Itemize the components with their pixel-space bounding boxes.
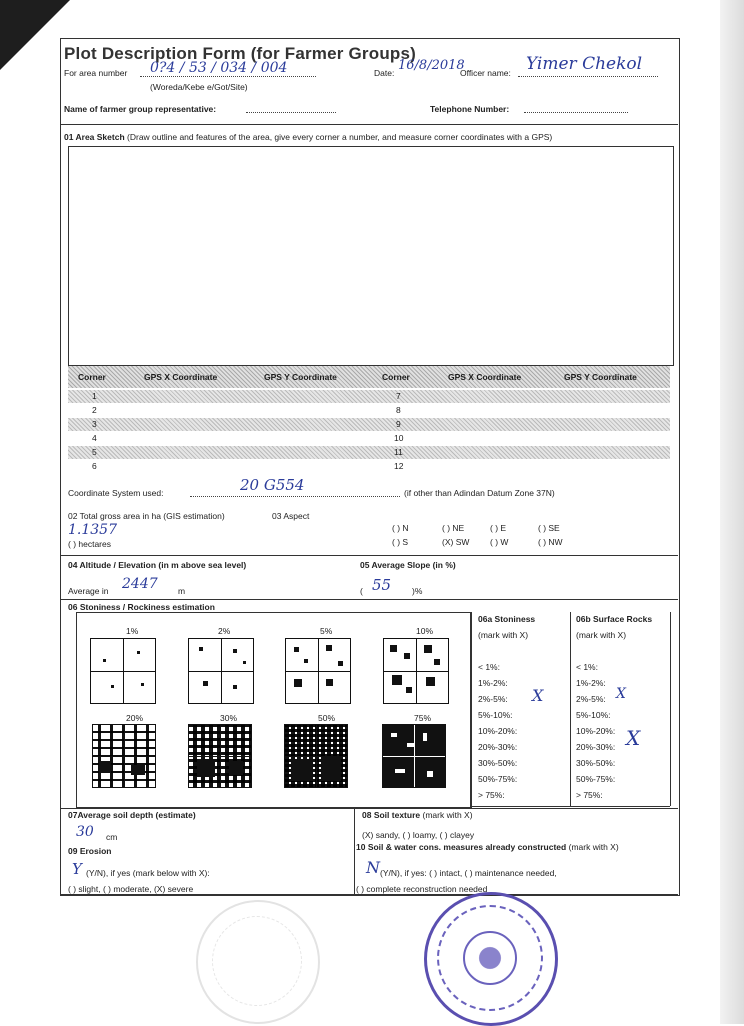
corner-number: 9 (396, 419, 401, 429)
stone-level-label: 2% (218, 626, 231, 636)
slope-unit: )% (412, 586, 423, 596)
area-value[interactable]: 1.1357 (68, 522, 117, 538)
rocks-class[interactable]: 1%-2%: (576, 678, 606, 688)
aspect-option-nw[interactable]: ( ) NW (538, 537, 563, 547)
coord-system-value[interactable]: 20 G554 (240, 476, 305, 494)
altitude-unit: m (178, 586, 186, 596)
gps-header: GPS Y Coordinate (564, 372, 637, 382)
slope-value[interactable]: 55 (372, 576, 392, 594)
stone-level-label: 20% (126, 713, 144, 723)
corner-number: 1 (92, 391, 97, 401)
rocks-class[interactable]: 5%-10%: (576, 710, 611, 720)
stoniness-class[interactable]: 1%-2%: (478, 678, 508, 688)
corner-number: 8 (396, 405, 401, 415)
stone-level-label: 50% (318, 713, 336, 723)
aspect-option-se[interactable]: ( ) SE (538, 523, 560, 533)
corner-number: 5 (92, 447, 97, 457)
seal-emblem (463, 931, 517, 985)
erosion-question: (Y/N), if yes (mark below with X): (86, 868, 210, 878)
column-divider (354, 808, 355, 894)
page-edge-shadow (720, 0, 744, 1024)
stone-level-label: 1% (126, 626, 139, 636)
date-label: Date: (374, 68, 395, 78)
aspect-option-e[interactable]: ( ) E (490, 523, 507, 533)
swc-options[interactable]: ( ) complete reconstruction needed (356, 884, 488, 894)
stoniness-mark[interactable]: X (532, 686, 544, 705)
coord-system-label: Coordinate System used: (68, 488, 164, 498)
slope-label: 05 Average Slope (in %) (360, 560, 456, 570)
soil-depth-value[interactable]: 30 (76, 824, 94, 840)
area-label: 02 Total gross area in ha (GIS estimation) (68, 511, 225, 521)
altitude-avg-label: Average in (68, 586, 109, 596)
stoniness-class[interactable]: 10%-20%: (478, 726, 518, 736)
aspect-option-s[interactable]: ( ) S (392, 537, 409, 547)
stone-level-label: 30% (220, 713, 238, 723)
stoniness-class[interactable]: 5%-10%: (478, 710, 513, 720)
coord-system-note: (if other than Adindan Datum Zone 37N) (404, 488, 555, 498)
stoniness-class[interactable]: > 75%: (478, 790, 505, 800)
col-a-sub: (mark with X) (478, 630, 529, 640)
corner-number: 3 (92, 419, 97, 429)
corner-number: 6 (92, 461, 97, 471)
aspect-option-sw[interactable]: (X) SW (442, 537, 470, 547)
col-a-title: 06a Stoniness (478, 614, 536, 624)
stoniness-class[interactable]: 30%-50%: (478, 758, 518, 768)
rocks-class[interactable]: < 1%: (576, 662, 598, 672)
hectares-label: ( ) hectares (68, 539, 111, 549)
altitude-label: 04 Altitude / Elevation (in m above sea level) (68, 560, 247, 570)
rocks-class[interactable]: 20%-30%: (576, 742, 616, 752)
corner-number: 2 (92, 405, 97, 415)
rep-label: Name of farmer group representative: (64, 104, 217, 114)
swc-label: 10 Soil & water cons. measures already constructed (356, 842, 567, 852)
swc-question: (Y/N), if yes: ( ) intact, ( ) maintenance needed, (380, 868, 557, 878)
slope-percent: % (414, 586, 423, 596)
aspect-option-ne[interactable]: ( ) NE (442, 523, 465, 533)
area-number-value[interactable]: 0?4 / 53 / 034 / 004 (150, 60, 288, 76)
soil-depth-label: 07Average soil depth (estimate) (68, 810, 196, 820)
gps-header: GPS X Coordinate (448, 372, 522, 382)
stone-level-label: 10% (416, 626, 434, 636)
stone-level-label: 75% (414, 713, 432, 723)
rocks-mark[interactable]: X (626, 726, 641, 750)
altitude-value[interactable]: 2447 (122, 576, 158, 592)
erosion-options[interactable]: ( ) slight, ( ) moderate, (X) severe (68, 884, 194, 894)
slope-open-paren: ( (360, 586, 363, 596)
aspect-option-w[interactable]: ( ) W (490, 537, 509, 547)
texture-options[interactable]: (X) sandy, ( ) loamy, ( ) clayey (362, 830, 475, 840)
erosion-label: 09 Erosion (68, 846, 112, 856)
official-seal-stamp (424, 892, 558, 1026)
corner-number: 11 (394, 447, 403, 457)
swc-value[interactable]: N (366, 858, 380, 877)
gps-header: GPS Y Coordinate (264, 372, 337, 382)
aspect-option-n[interactable]: ( ) N (392, 523, 409, 533)
stoniness-label: 06 Stoniness / Rockiness estimation (68, 602, 215, 612)
gps-header: Corner (382, 372, 410, 382)
rocks-class[interactable]: 10%-20%: (576, 726, 616, 736)
rocks-class[interactable]: 2%-5%: (576, 694, 606, 704)
gps-header: GPS X Coordinate (144, 372, 218, 382)
faded-stamp (196, 900, 320, 1024)
corner-number: 4 (92, 433, 97, 443)
corner-number: 12 (394, 461, 404, 471)
rocks-class[interactable]: 50%-75%: (576, 774, 616, 784)
soil-depth-unit: cm (106, 832, 118, 842)
rocks-mark[interactable]: X (616, 686, 626, 702)
texture-sub: (mark with X) (422, 810, 473, 820)
sketch-instruction: (Draw outline and features of the area, give every corner a number, and measure corner coordinates with a GPS) (127, 132, 553, 142)
faded-stamp-inner-ring (212, 916, 302, 1006)
phone-label: Telephone Number: (430, 104, 510, 114)
stoniness-class[interactable]: 50%-75%: (478, 774, 518, 784)
texture-label: 08 Soil texture (362, 810, 421, 820)
stoniness-class[interactable]: 2%-5%: (478, 694, 508, 704)
form-border (60, 38, 680, 896)
aspect-label: 03 Aspect (272, 511, 310, 521)
col-b-sub: (mark with X) (576, 630, 627, 640)
rocks-class[interactable]: > 75%: (576, 790, 603, 800)
rocks-class[interactable]: 30%-50%: (576, 758, 616, 768)
col-b-title: 06b Surface Rocks (576, 614, 653, 624)
area-number-label: For area number (64, 68, 128, 78)
divider (60, 894, 678, 895)
stone-level-label: 5% (320, 626, 333, 636)
area-sub-label: (Woreda/Kebe e/Got/Site) (150, 82, 248, 92)
stoniness-class[interactable]: < 1%: (478, 662, 500, 672)
sketch-label: 01 Area Sketch (64, 132, 125, 142)
officer-value[interactable]: Yimer Chekol (526, 54, 643, 74)
erosion-value[interactable]: Y (72, 860, 82, 878)
date-value[interactable]: 16/8/2018 (398, 58, 465, 73)
gps-header: Corner (78, 372, 106, 382)
officer-label: Officer name: (460, 68, 511, 78)
stoniness-class[interactable]: 20%-30%: (478, 742, 518, 752)
swc-sub: (mark with X) (568, 842, 619, 852)
corner-number: 10 (394, 433, 404, 443)
corner-number: 7 (396, 391, 401, 401)
form-title: Plot Description Form (for Farmer Groups) (64, 44, 417, 63)
